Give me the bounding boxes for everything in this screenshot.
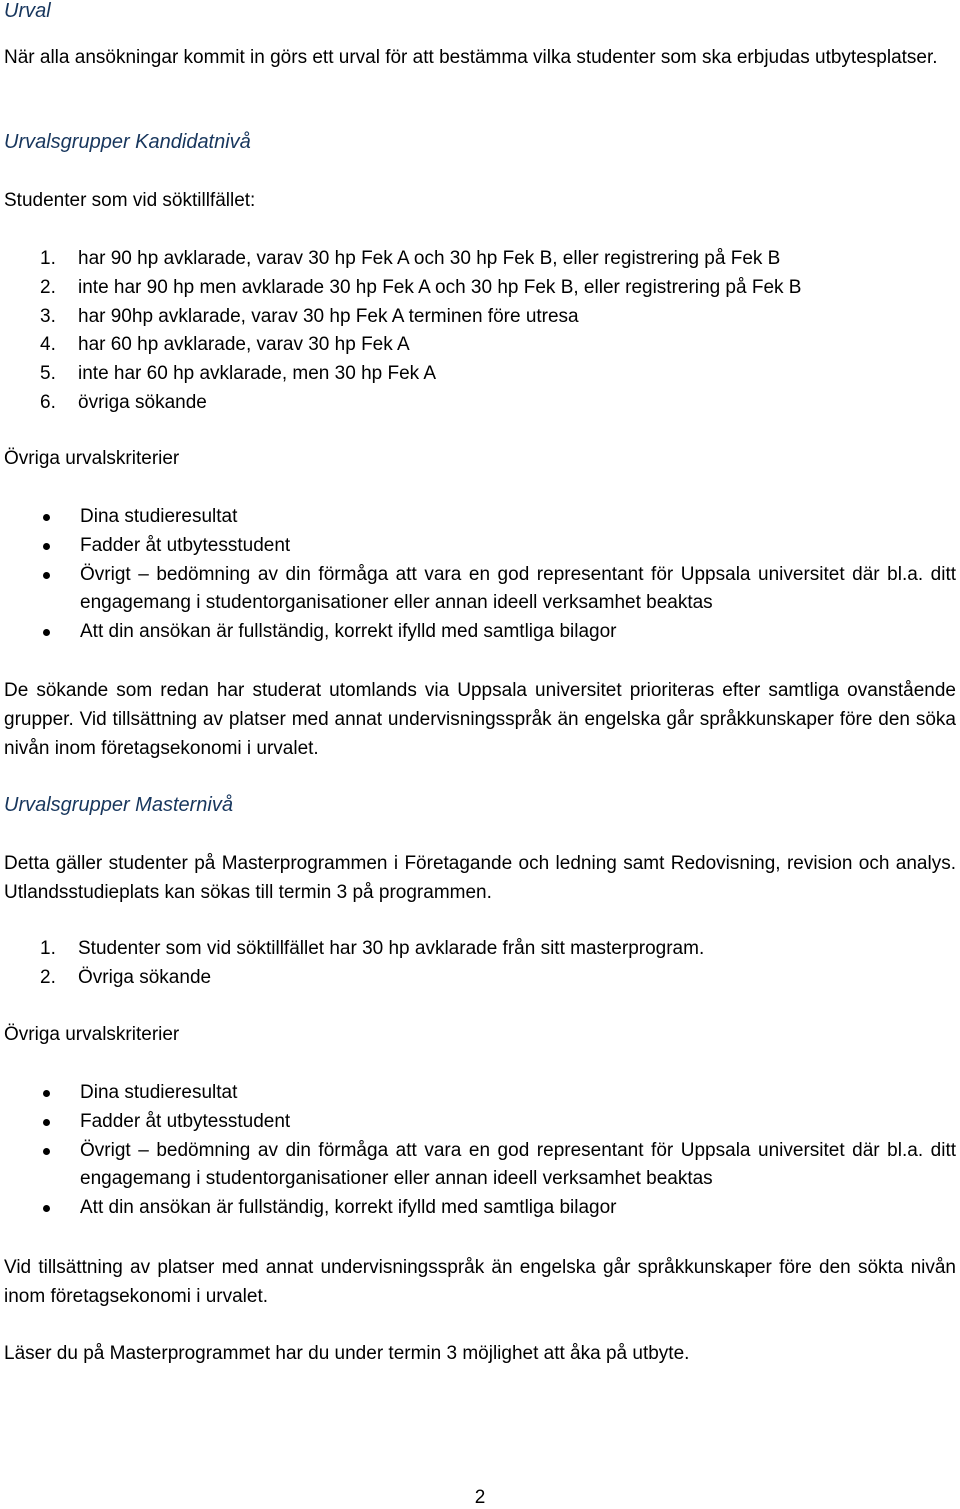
list-item [4, 274, 956, 303]
kandidat-group-list [4, 245, 956, 418]
list-item [4, 532, 956, 561]
list-item-number: 3. [40, 305, 56, 327]
page-number: 2 [474, 1487, 486, 1508]
list-item-text: Övrigt – bedömning av din förmåga att vara en god representant för Uppsala universitet där bl.a. ditt engagemang i studentorganisationer eller annan ideell verksamhet beaktas [80, 1139, 956, 1190]
heading-urvalsgrupper-kandidat: Urvalsgrupper Kandidatnivå [4, 131, 251, 153]
list-item [4, 1194, 956, 1223]
list-item [4, 389, 956, 418]
list-item-number: 6. [40, 391, 56, 413]
bullet-icon [43, 629, 50, 636]
kandidat-note-paragraph: De sökande som redan har studerat utomlands via Uppsala universitet prioriteras efter samtliga ovanstående grupper. Vid tillsättning av platser med annat undervisningsspråk än engelska går språkkunskaper före den söka nivån inom företagsekonomi i urvalet. [4, 680, 956, 759]
kandidat-criteria-list [4, 503, 956, 647]
list-item-number: 2. [40, 276, 56, 298]
list-item-text: Fadder åt utbytesstudent [80, 534, 291, 556]
master-group-list [4, 935, 956, 993]
list-item-text: Studenter som vid söktillfället har 30 hp avklarade från sitt masterprogram. [78, 938, 705, 959]
list-item [4, 303, 956, 332]
list-item [4, 561, 956, 619]
master-note-paragraph: Vid tillsättning av platser med annat undervisningsspråk än engelska går språkkunskaper före den sökta nivån inom företagsekonomi i urvalet. [4, 1257, 956, 1307]
heading-urvalsgrupper-master: Urvalsgrupper Masternivå [4, 794, 233, 816]
urval-intro-paragraph: När alla ansökningar kommit in görs ett urval för att bestämma vilka studenter som ska erbjudas utbytesplatser. [4, 47, 938, 68]
list-item-text: Övrigt – bedömning av din förmåga att vara en god representant för Uppsala universitet där bl.a. ditt engagemang i studentorganisationer eller annan ideell verksamhet beaktas [80, 563, 956, 614]
list-item-text: övriga sökande [78, 391, 207, 413]
list-item [4, 503, 956, 532]
list-item [4, 245, 956, 274]
list-item [4, 360, 956, 389]
list-item-text: Övriga sökande [78, 966, 212, 988]
list-item-text: har 90hp avklarade, varav 30 hp Fek A terminen före utresa [78, 305, 579, 327]
list-item [4, 935, 956, 964]
list-item-number: 5. [40, 363, 56, 385]
list-item-text: inte har 90 hp men avklarade 30 hp Fek A och 30 hp Fek B, eller registrering på Fek B [78, 276, 802, 298]
section-title-urval: Urval [4, 0, 51, 22]
list-item [4, 964, 956, 993]
list-item [4, 331, 956, 360]
list-item-text: Dina studieresultat [80, 506, 238, 527]
master-criteria-list [4, 1079, 956, 1223]
bullet-icon [43, 1148, 50, 1155]
list-item-text: Fadder åt utbytesstudent [80, 1110, 291, 1132]
kandidat-lead-text: Studenter som vid söktillfället: [4, 190, 256, 211]
list-item-number: 1. [40, 938, 56, 959]
list-item [4, 1079, 956, 1108]
heading-ovriga-urvalskriterier-kandidat: Övriga urvalskriterier [4, 448, 180, 469]
list-item-text: Dina studieresultat [80, 1082, 238, 1103]
list-item-text: Att din ansökan är fullständig, korrekt ifylld med samtliga bilagor [80, 1197, 617, 1219]
list-item [4, 1108, 956, 1137]
master-intro-paragraph: Detta gäller studenter på Masterprogrammen i Företagande och ledning samt Redovisning, revision och analys. Utlandsstudieplats kan sökas till termin 3 på programmen. [4, 853, 956, 903]
list-item-text: inte har 60 hp avklarade, men 30 hp Fek A [78, 363, 437, 385]
heading-ovriga-urvalskriterier-master: Övriga urvalskriterier [4, 1024, 180, 1045]
list-item-number: 2. [40, 966, 56, 988]
list-item-number: 4. [40, 334, 56, 356]
bullet-icon [43, 514, 50, 521]
bullet-icon [43, 572, 50, 579]
bullet-icon [43, 1090, 50, 1097]
bullet-icon [43, 1119, 50, 1126]
list-item-number: 1. [40, 248, 56, 269]
list-item [4, 618, 956, 647]
list-item [4, 1137, 956, 1195]
list-item-text: har 90 hp avklarade, varav 30 hp Fek A och 30 hp Fek B, eller registrering på Fek B [78, 248, 781, 269]
list-item-text: har 60 hp avklarade, varav 30 hp Fek A [78, 334, 410, 356]
bullet-icon [43, 1205, 50, 1212]
master-final-note: Läser du på Masterprogrammet har du under termin 3 möjlighet att åka på utbyte. [4, 1343, 690, 1364]
bullet-icon [43, 543, 50, 550]
list-item-text: Att din ansökan är fullständig, korrekt ifylld med samtliga bilagor [80, 621, 617, 643]
